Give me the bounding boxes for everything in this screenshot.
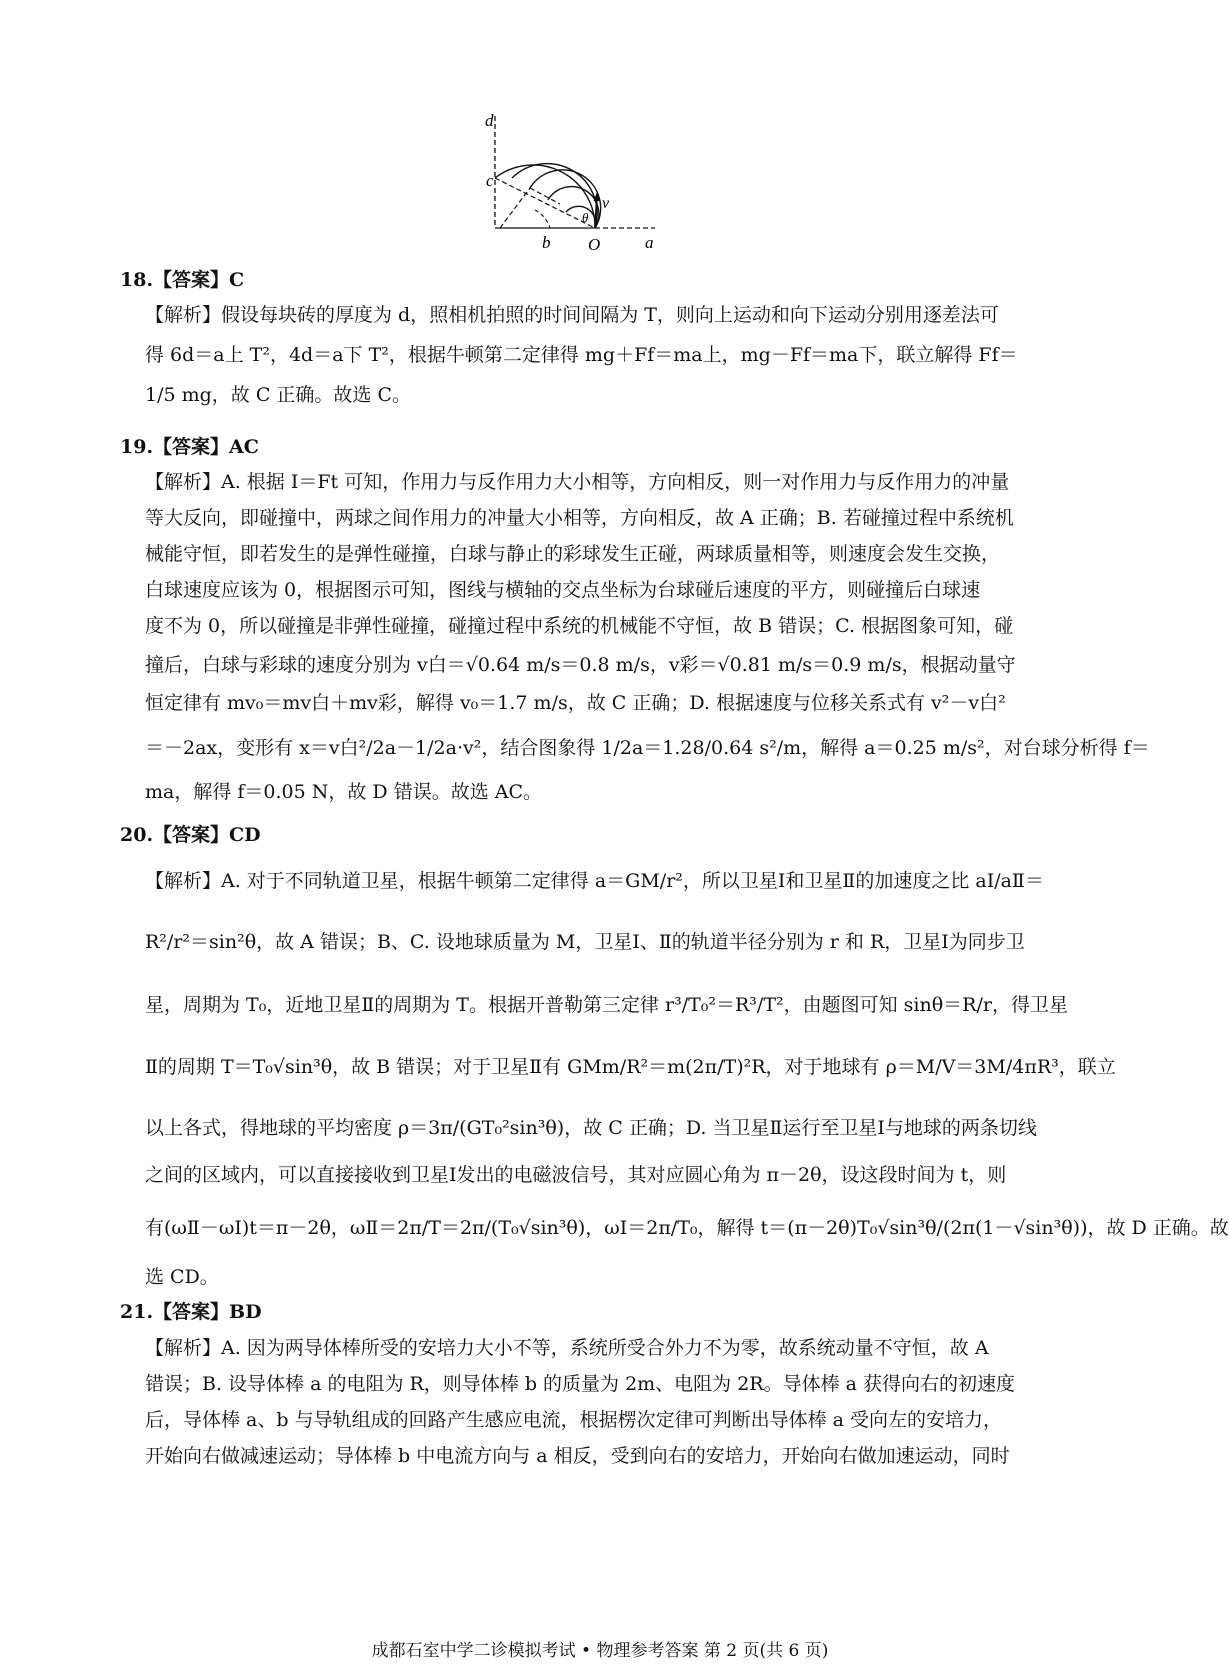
label-o: O xyxy=(588,235,601,254)
q19-analysis-line: 撞后，白球与彩球的速度分别为 v白＝√0.64 m/s＝0.8 m/s，v彩＝√0.81 m/s＝0.9 m/s，根据动量守 xyxy=(145,654,1016,676)
q19-analysis-line: 度不为 0，所以碰撞是非弹性碰撞，碰撞过程中系统的机械能不守恒，故 B 错误；C. 根据图象可知，碰 xyxy=(145,615,1014,637)
q20-analysis-line: 【解析】A. 对于不同轨道卫星，根据牛顿第二定律得 a＝GM/r²，所以卫星Ⅰ和卫星Ⅱ的加速度之比 aⅠ/aⅡ＝ xyxy=(145,870,1044,892)
label-theta: θ xyxy=(582,210,589,225)
label-v: v xyxy=(602,195,610,212)
q20-analysis-line: 有(ωⅡ－ωⅠ)t＝π－2θ，ωⅡ＝2π/T＝2π/(T₀√sin³θ)，ωⅠ＝2π/T₀，解得 t＝(π－2θ)T₀√sin³θ/(2π(1－√sin³θ))，故 D 正确。故 xyxy=(145,1217,1229,1239)
q21-analysis-line: 后，导体棒 a、b 与导轨组成的回路产生感应电流，根据楞次定律可判断出导体棒 a 受向左的安培力， xyxy=(145,1409,1002,1431)
q20-analysis-line: 选 CD。 xyxy=(145,1266,219,1288)
q21-answer: 21.【答案】BD xyxy=(120,1301,262,1323)
q19-analysis-line: 等大反向，即碰撞中，两球之间作用力的冲量大小相等，方向相反，故 A 正确；B. 若碰撞过程中系统机 xyxy=(145,507,1014,529)
q18-analysis-line: 得 6d＝a上 T²，4d＝a下 T²，根据牛顿第二定律得 mg＋Ff＝ma上，mg－Ff＝ma下，联立解得 Ff＝ xyxy=(145,344,1018,366)
q19-analysis-line: 恒定律有 mv₀＝mv白＋mv彩，解得 v₀＝1.7 m/s，故 C 正确；D. 根据速度与位移关系式有 v²－v白² xyxy=(145,692,1006,714)
page-footer: 成都石室中学二诊模拟考试 • 物理参考答案 第 2 页(共 6 页) xyxy=(371,1641,829,1661)
arc-3 xyxy=(530,170,601,228)
q21-analysis-line: 开始向右做减速运动；导体棒 b 中电流方向与 a 相反，受到向右的安培力，开始向右做加速运动，同时 xyxy=(145,1445,1010,1467)
trajectory-diagram xyxy=(485,108,700,268)
q19-analysis-line: 【解析】A. 根据 I＝Ft 可知，作用力与反作用力大小相等，方向相反，则一对作用力与反作用力的冲量 xyxy=(145,471,1010,493)
construction-line-3 xyxy=(530,188,560,204)
label-c: c xyxy=(486,171,494,190)
q19-answer: 19.【答案】AC xyxy=(120,436,259,458)
dashed-arc xyxy=(535,210,550,228)
q19-analysis-line: 械能守恒，即若发生的是弹性碰撞，白球与静止的彩球发生正碰，两球质量相等，则速度会发生交换， xyxy=(145,543,1001,565)
construction-line-1 xyxy=(500,188,530,228)
label-b: b xyxy=(542,233,551,252)
q20-analysis-line: 之间的区域内，可以直接接收到卫星Ⅰ发出的电磁波信号，其对应圆心角为 π－2θ，设这段时间为 t，则 xyxy=(145,1164,1007,1186)
q18-analysis-line: 【解析】假设每块砖的厚度为 d，照相机拍照的时间间隔为 T，则向上运动和向下运动分别用逐差法可 xyxy=(145,304,999,326)
q19-analysis-line: 白球速度应该为 0，根据图示可知，图线与横轴的交点坐标为台球碰后速度的平方，则碰撞后白球速 xyxy=(145,579,981,601)
q19-analysis-line: ma，解得 f＝0.05 N，故 D 错误。故选 AC。 xyxy=(145,781,542,803)
label-d: d xyxy=(485,111,494,130)
q18-answer: 18.【答案】C xyxy=(120,269,245,291)
q20-analysis-line: 以上各式，得地球的平均密度 ρ＝3π/(GT₀²sin³θ)，故 C 正确；D. 当卫星Ⅱ运行至卫星Ⅰ与地球的两条切线 xyxy=(145,1117,1037,1139)
arc-5 xyxy=(566,206,596,228)
q19-analysis-line: ＝－2ax，变形有 x＝v白²/2a－1/2a·v²，结合图象得 1/2a＝1.28/0.64 s²/m，解得 a＝0.25 m/s²，对台球分析得 f＝ xyxy=(145,737,1150,759)
q20-analysis-line: Ⅱ的周期 T＝T₀√sin³θ，故 B 错误；对于卫星Ⅱ有 GMm/R²＝m(2π/T)²R，对于地球有 ρ＝M/V＝3M/4πR³，联立 xyxy=(145,1056,1116,1078)
q21-analysis-line: 【解析】A. 因为两导体棒所受的安培力大小不等，系统所受合外力不为零，故系统动量不守恒，故 A xyxy=(145,1337,989,1359)
q20-analysis-line: R²/r²＝sin²θ，故 A 错误；B、C. 设地球质量为 M，卫星Ⅰ、Ⅱ的轨道半径分别为 r 和 R，卫星Ⅰ为同步卫 xyxy=(145,931,1025,953)
q20-analysis-line: 星，周期为 T₀，近地卫星Ⅱ的周期为 T。根据开普勒第三定律 r³/T₀²＝R³/T²，由题图可知 sinθ＝R/r，得卫星 xyxy=(145,994,1068,1016)
q20-answer: 20.【答案】CD xyxy=(120,824,261,846)
label-a: a xyxy=(645,233,654,252)
q18-analysis-line: 1/5 mg，故 C 正确。故选 C。 xyxy=(145,384,411,406)
q21-analysis-line: 错误；B. 设导体棒 a 的电阻为 R，则导体棒 b 的质量为 2m、电阻为 2R。导体棒 a 获得向右的初速度 xyxy=(145,1373,1016,1395)
